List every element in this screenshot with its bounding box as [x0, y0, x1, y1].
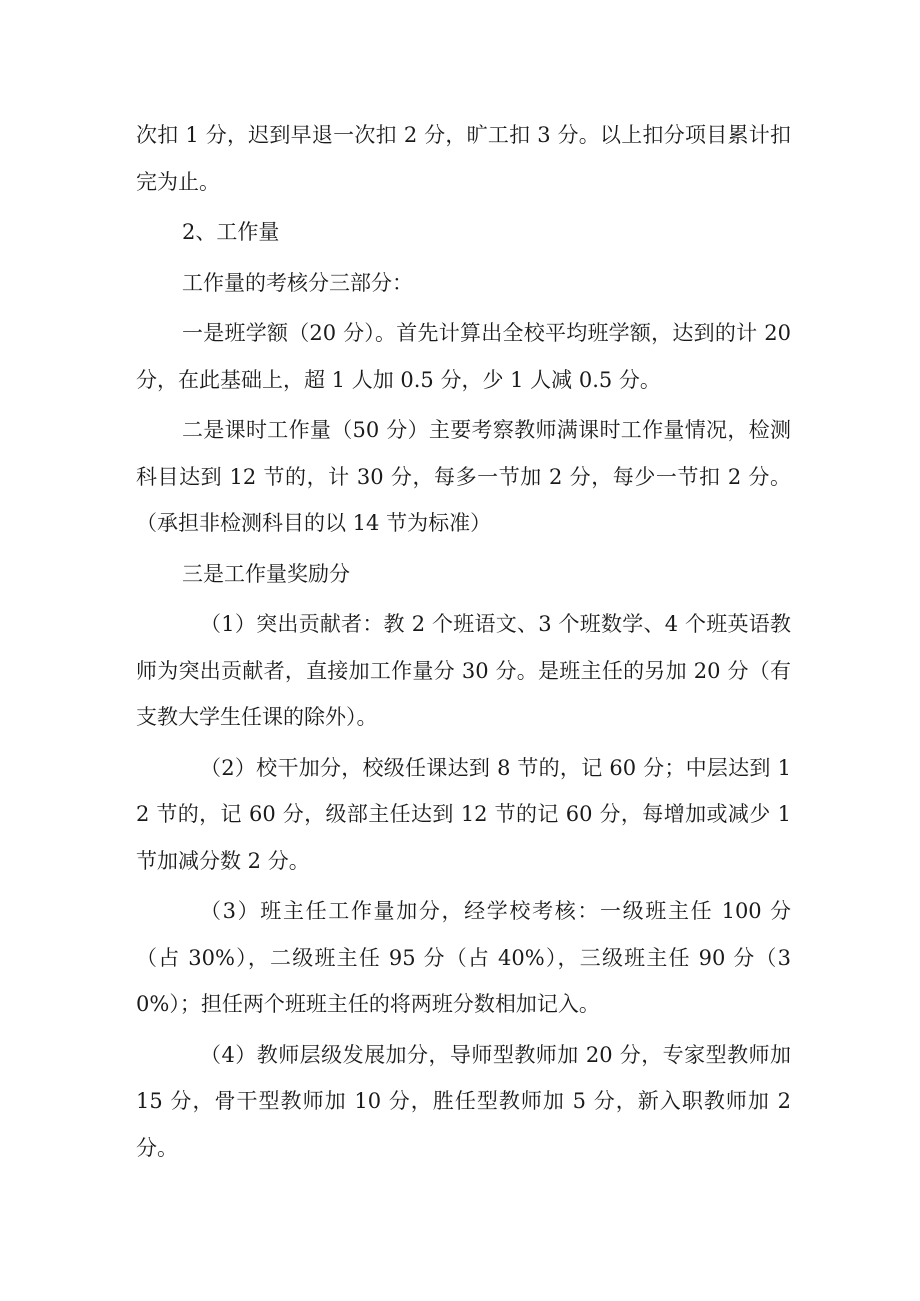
document-body [136, 112, 791, 1171]
paragraph-workload-intro: 工作量的考核分三部分： [182, 270, 413, 295]
section-heading-workload: 2、工作量 [182, 220, 280, 244]
paragraph-class-size: 一是班学额（20 分）。首先计算出全校平均班学额，达到的计 20 分，在此基础上，超 1 人加 0.5 分，少 1 人减 0.5 分。 [136, 321, 791, 392]
list-item-head-teacher-bonus: （3）班主任工作量加分，经学校考核：一级班主任 100 分（占 30%），二级班主任 95 分（占 40%），三级班主任 90 分（30%）；担任两个班班主任的将两班分数相加记入。 [136, 899, 791, 1016]
paragraph-class-hours: 二是课时工作量（50 分）主要考察教师满课时工作量情况，检测科目达到 12 节的，计 30 分，每多一节加 2 分，每少一节扣 2 分。（承担非检测科目的以 14 节为标准） [136, 418, 791, 535]
list-item-admin-bonus: （2）校干加分，校级任课达到 8 节的，记 60 分；中层达到 12 节的，记 60 分，级部主任达到 12 节的记 60 分，每增加或减少 1 节加减分数 2 分。 [136, 755, 791, 873]
paragraph-bonus-heading: 三是工作量奖励分 [182, 561, 350, 586]
list-item-teacher-level-bonus: （4）教师层级发展加分，导师型教师加 20 分，专家型教师加 15 分，骨干型教师加 10 分，胜任型教师加 5 分，新入职教师加 2 分。 [136, 1042, 791, 1160]
paragraph-deduction-continued: 次扣 1 分，迟到早退一次扣 2 分，旷工扣 3 分。以上扣分项目累计扣完为止。 [136, 123, 791, 194]
list-item-outstanding-contributor: （1）突出贡献者：教 2 个班语文、3 个班数学、4 个班英语教师为突出贡献者，直接加工作量分 30 分。是班主任的另加 20 分（有支教大学生任课的除外）。 [136, 612, 791, 729]
